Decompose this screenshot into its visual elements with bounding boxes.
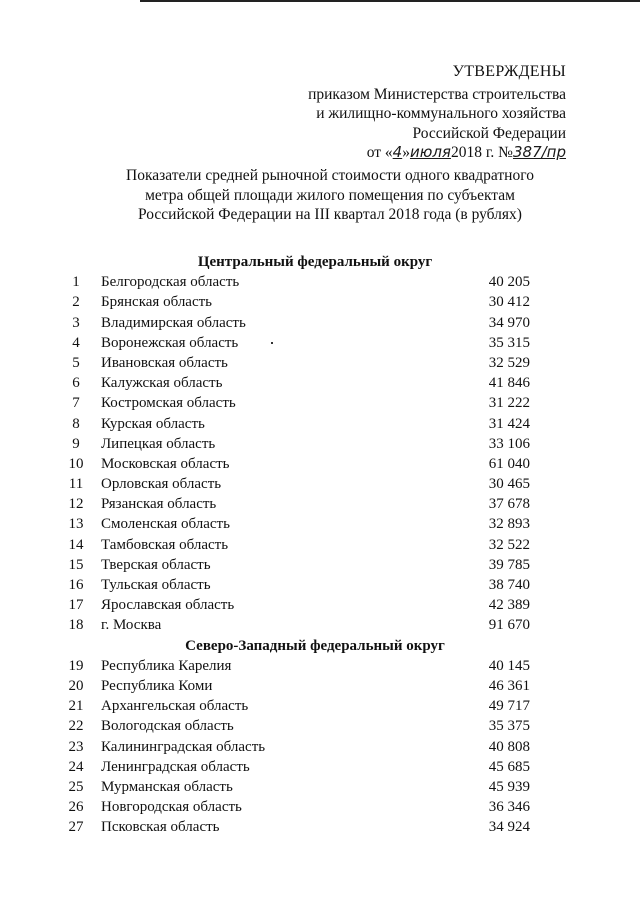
title-line-3: Российской Федерации на III квартал 2018 года (в рублях) bbox=[138, 206, 522, 223]
table-row bbox=[60, 817, 540, 837]
row-number: 1 bbox=[72, 274, 80, 291]
region-name: Белгородская область bbox=[101, 274, 240, 291]
table-row bbox=[60, 474, 540, 494]
table-row bbox=[60, 313, 540, 333]
title-line-2: метра общей площади жилого помещения по субъектам bbox=[145, 186, 515, 204]
price-value: 39 785 bbox=[488, 556, 530, 573]
region-name: Ярославская область bbox=[101, 597, 235, 614]
table-row bbox=[60, 737, 540, 757]
scan-top-edge-line bbox=[140, 0, 640, 2]
price-value: 41 846 bbox=[488, 375, 530, 392]
region-name: Тамбовская область bbox=[101, 536, 229, 553]
row-number: 6 bbox=[72, 375, 80, 392]
row-number: 8 bbox=[72, 415, 80, 432]
price-value: 42 389 bbox=[488, 597, 530, 614]
row-number: 24 bbox=[68, 758, 84, 775]
regions-price-table bbox=[60, 252, 540, 837]
row-number: 14 bbox=[68, 536, 84, 553]
date-mid: » bbox=[402, 144, 410, 161]
table-row bbox=[60, 595, 540, 615]
region-name: Рязанская область bbox=[101, 496, 217, 513]
approval-line-1: приказом Министерства строительства bbox=[308, 85, 566, 103]
price-value: 37 678 bbox=[488, 496, 530, 513]
table-row bbox=[60, 494, 540, 514]
row-number: 4 bbox=[72, 334, 80, 351]
title-line-1: Показатели средней рыночной стоимости одного квадратного bbox=[126, 167, 534, 184]
price-value: 40 808 bbox=[488, 738, 530, 755]
region-name: Владимирская область bbox=[101, 314, 246, 331]
region-name: г. Москва bbox=[101, 617, 162, 634]
region-name: Орловская область bbox=[101, 476, 222, 493]
row-number: 7 bbox=[72, 395, 80, 412]
price-value: 61 040 bbox=[488, 455, 530, 472]
approval-line-3: Российской Федерации bbox=[412, 124, 566, 142]
table-row bbox=[60, 676, 540, 696]
price-value: 32 893 bbox=[488, 516, 530, 533]
region-name: Мурманская область bbox=[101, 778, 233, 795]
price-value: 34 924 bbox=[488, 819, 530, 836]
row-number: 11 bbox=[68, 476, 84, 493]
row-number: 23 bbox=[68, 738, 84, 755]
region-name: Липецкая область bbox=[101, 435, 216, 452]
region-name: Ивановская область bbox=[101, 354, 228, 371]
region-name: Тверская область bbox=[101, 556, 211, 573]
region-name: Новгородская область bbox=[101, 799, 242, 816]
price-value: 31 424 bbox=[488, 415, 530, 432]
price-value: 45 939 bbox=[488, 778, 530, 795]
region-name: Воронежская область bbox=[101, 334, 239, 351]
region-name: Вологодская область bbox=[101, 718, 234, 735]
table-row bbox=[60, 535, 540, 555]
approval-heading: УТВЕРЖДЕНЫ bbox=[452, 63, 566, 80]
table-row bbox=[60, 555, 540, 575]
price-value: 49 717 bbox=[488, 698, 530, 715]
price-value: 30 412 bbox=[488, 294, 530, 311]
approval-order-line bbox=[308, 143, 566, 163]
row-number: 18 bbox=[68, 617, 84, 634]
table-row bbox=[60, 292, 540, 312]
region-name: Смоленская область bbox=[101, 516, 230, 533]
price-value: 35 375 bbox=[488, 718, 530, 735]
table-row bbox=[60, 272, 540, 292]
table-row bbox=[60, 414, 540, 434]
price-value: 36 346 bbox=[488, 799, 530, 816]
region-name: Республика Коми bbox=[101, 677, 213, 694]
row-number: 22 bbox=[68, 718, 84, 735]
row-number: 26 bbox=[68, 799, 84, 816]
table-row bbox=[60, 353, 540, 373]
region-name: Костромская область bbox=[101, 395, 236, 412]
region-name: Псковская область bbox=[101, 819, 220, 836]
price-value: 35 315 bbox=[488, 334, 530, 351]
price-value: 30 465 bbox=[488, 476, 530, 493]
table-row bbox=[60, 454, 540, 474]
price-value: 91 670 bbox=[488, 617, 530, 634]
document-title bbox=[110, 166, 550, 225]
price-value: 34 970 bbox=[488, 314, 530, 331]
price-value: 45 685 bbox=[488, 758, 530, 775]
row-number: 19 bbox=[68, 657, 84, 674]
region-name: Курская область bbox=[101, 415, 205, 432]
table-row bbox=[60, 716, 540, 736]
handwritten-month: июля bbox=[409, 143, 451, 161]
row-number: 15 bbox=[68, 556, 84, 573]
price-value: 46 361 bbox=[488, 677, 530, 694]
row-number: 16 bbox=[68, 577, 84, 593]
price-value: 38 740 bbox=[488, 577, 530, 593]
date-prefix: от « bbox=[366, 144, 393, 161]
row-number: 13 bbox=[68, 516, 84, 533]
approval-line-2: и жилищно-коммунального хозяйства bbox=[316, 105, 566, 122]
approval-stamp-block bbox=[308, 62, 566, 163]
row-number: 12 bbox=[68, 496, 84, 513]
price-value: 40 205 bbox=[488, 274, 530, 291]
table-row bbox=[60, 615, 540, 635]
region-name: Московская область bbox=[101, 455, 230, 472]
table-row bbox=[60, 757, 540, 777]
row-number: 10 bbox=[68, 455, 84, 472]
table-row bbox=[60, 777, 540, 797]
price-value: 40 145 bbox=[488, 657, 530, 674]
row-number: 5 bbox=[72, 354, 80, 371]
table-row bbox=[60, 696, 540, 716]
federal-district-heading: Северо-Западный федеральный округ bbox=[185, 637, 445, 654]
region-name: Брянская область bbox=[101, 294, 213, 311]
handwritten-day: 4 bbox=[392, 143, 403, 161]
table-row bbox=[60, 797, 540, 817]
table-row bbox=[60, 333, 540, 353]
table-row bbox=[60, 373, 540, 393]
row-number: 17 bbox=[68, 597, 84, 614]
row-number: 21 bbox=[68, 698, 84, 715]
table-row bbox=[60, 393, 540, 413]
row-number: 27 bbox=[68, 819, 84, 836]
row-number: 9 bbox=[72, 435, 80, 452]
region-name: Калужская область bbox=[101, 375, 223, 392]
region-name: Тульская область bbox=[101, 577, 211, 593]
federal-district-heading: Центральный федеральный округ bbox=[197, 254, 433, 270]
row-number: 25 bbox=[68, 778, 84, 795]
row-number: 3 bbox=[72, 314, 80, 331]
table-row bbox=[60, 434, 540, 454]
price-value: 31 222 bbox=[488, 395, 530, 412]
region-name: Калининградская область bbox=[101, 738, 266, 755]
region-name: Республика Карелия bbox=[101, 657, 232, 674]
table-row bbox=[60, 575, 540, 595]
price-value: 33 106 bbox=[488, 435, 530, 452]
region-name: Архангельская область bbox=[101, 698, 249, 715]
price-value: 32 522 bbox=[488, 536, 530, 553]
region-name: Ленинградская область bbox=[101, 758, 250, 775]
price-value: 32 529 bbox=[488, 354, 530, 371]
date-year: 2018 г. № bbox=[450, 144, 513, 161]
table-row bbox=[60, 514, 540, 534]
table-row bbox=[60, 656, 540, 676]
row-number: 20 bbox=[68, 677, 84, 694]
row-number: 2 bbox=[72, 294, 80, 311]
handwritten-order-number: 387/пр bbox=[512, 143, 566, 161]
